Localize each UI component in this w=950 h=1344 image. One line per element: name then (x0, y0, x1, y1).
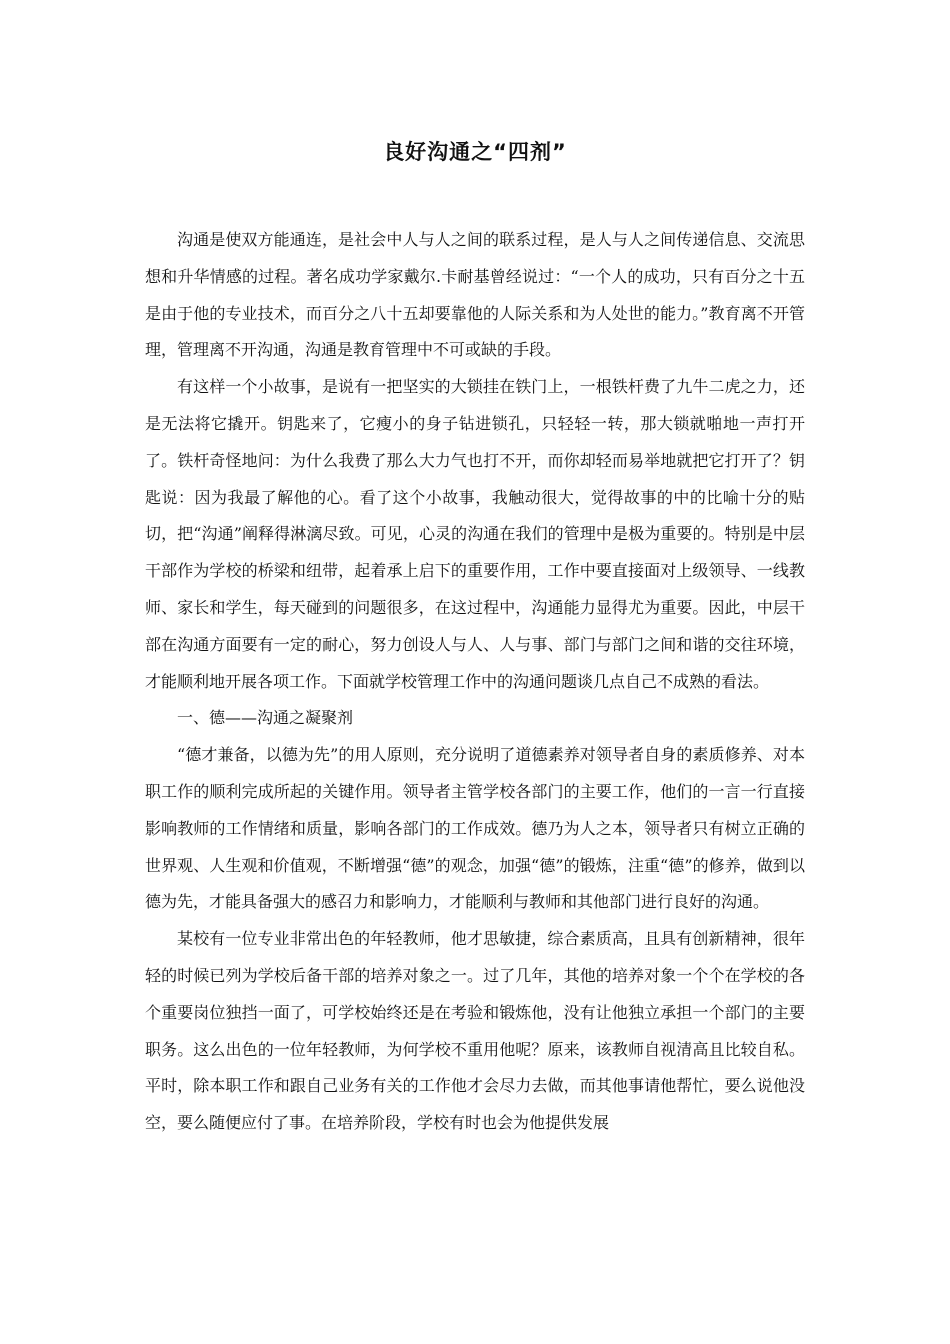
section-heading-virtue: 一、德——沟通之凝聚剂 (177, 708, 354, 728)
paragraph-story: 有这样一个小故事，是说有一把坚实的大锁挂在铁门上，一根铁杆费了九牛二虎之力，还是无法将它撬开。钥匙来了，它瘦小的身子钻进锁孔，只轻轻一转，那大锁就啪地一声打开了。铁杆奇怪地问：为什么我费了那么大力气也打不开，而你却轻而易举地就把它打开了？钥匙说：因为我最了解他的心。看了这个小故事，我触动很大，觉得故事的中的比喻十分的贴切，把“沟通”阐释得淋漓尽致。可见，心灵的沟通在我们的管理中是极为重要的。特别是中层干部作为学校的桥梁和纽带，起着承上启下的重要作用，工作中要直接面对上级领导、一线教师、家长和学生，每天碰到的问题很多，在这过程中，沟通能力显得尤为重要。因此，中层干部在沟通方面要有一定的耐心，努力创设人与人、人与事、部门与部门之间和谐的交往环境，才能顺利地开展各项工作。下面就学校管理工作中的沟通问题谈几点自己不成熟的看法。 (145, 377, 805, 691)
paragraph-virtue: “德才兼备，以德为先”的用人原则，充分说明了道德素养对领导者自身的素质修养、对本职工作的顺利完成所起的关键作用。领导者主管学校各部门的主要工作，他们的一言一行直接影响教师的工作情绪和质量，影响各部门的工作成效。德乃为人之本，领导者只有树立正确的世界观、人生观和价值观，不断增强“德”的观念，加强“德”的锻炼，注重“德”的修养，做到以德为先，才能具备强大的感召力和影响力，才能顺利与教师和其他部门进行良好的沟通。 (145, 745, 805, 912)
paragraph-intro: 沟通是使双方能通连，是社会中人与人之间的联系过程，是人与人之间传递信息、交流思想和升华情感的过程。著名成功学家戴尔.卡耐基曾经说过：“一个人的成功，只有百分之十五是由于他的专业技术，而百分之八十五却要靠他的人际关系和为人处世的能力。”教育离不开管理，管理离不开沟通，沟通是教育管理中不可或缺的手段。 (145, 230, 805, 360)
document-body (145, 222, 805, 1142)
paragraph-example: 某校有一位专业非常出色的年轻教师，他才思敏捷，综合素质高，且具有创新精神，很年轻的时候已列为学校后备干部的培养对象之一。过了几年，其他的培养对象一个个在学校的各个重要岗位独挡一面了，可学校始终还是在考验和锻炼他，没有让他独立承担一个部门的主要职务。这么出色的一位年轻教师，为何学校不重用他呢？原来，该教师自视清高且比较自私。平时，除本职工作和跟自己业务有关的工作他才会尽力去做，而其他事请他帮忙，要么说他没空，要么随便应付了事。在培养阶段，学校有时也会为他提供发展 (145, 929, 805, 1133)
document-title: 良好沟通之“四剂” (383, 140, 567, 164)
